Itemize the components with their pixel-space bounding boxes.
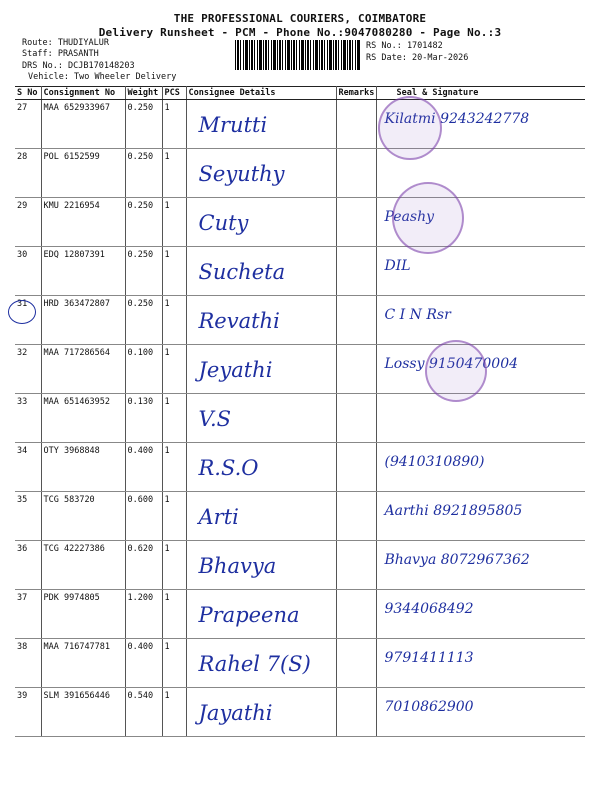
- row-sno: 34: [15, 443, 41, 492]
- consignee-handwriting-cell: [186, 296, 336, 345]
- signature-handwriting-cell: [376, 688, 585, 737]
- consignee-handwriting: V.S: [198, 407, 232, 431]
- consignee-handwriting-cell: [186, 100, 336, 149]
- col-weight: Weight: [125, 87, 162, 100]
- consignment-number: MAA 716747781: [41, 639, 125, 688]
- row-remarks: [336, 394, 376, 443]
- consignment-number: TCG 42227386: [41, 541, 125, 590]
- consignee-handwriting: Prapeena: [198, 603, 300, 627]
- circle-mark: [8, 300, 36, 324]
- row-remarks: [336, 296, 376, 345]
- signature-handwriting: Kilatmi 9243242778: [384, 111, 530, 127]
- signature-handwriting: DIL: [384, 258, 411, 274]
- row-sno: 32: [15, 345, 41, 394]
- signature-handwriting-cell: [376, 296, 585, 345]
- consignee-handwriting-cell: [186, 639, 336, 688]
- consignee-handwriting-cell: [186, 149, 336, 198]
- signature-handwriting: Bhavya 8072967362: [384, 552, 530, 568]
- runsheet-table: [15, 86, 585, 737]
- consignment-number: MAA 651463952: [41, 394, 125, 443]
- row-remarks: [336, 639, 376, 688]
- signature-handwriting-cell: [376, 394, 585, 443]
- row-sno: 30: [15, 247, 41, 296]
- table-row: [15, 639, 585, 688]
- consignee-handwriting-cell: [186, 345, 336, 394]
- consignee-handwriting: Jayathi: [198, 701, 273, 725]
- row-sno: 38: [15, 639, 41, 688]
- row-pcs: 1: [162, 394, 186, 443]
- row-remarks: [336, 247, 376, 296]
- consignee-handwriting: Arti: [198, 505, 239, 529]
- company-title: THE PROFESSIONAL COURIERS, COIMBATORE: [173, 12, 427, 25]
- col-seal-signature: Seal & Signature: [376, 87, 585, 100]
- row-sno: 28: [15, 149, 41, 198]
- col-sno: S No: [15, 87, 41, 100]
- row-pcs: 1: [162, 688, 186, 737]
- consignee-handwriting: Bhavya: [198, 554, 277, 578]
- consignment-number: TCG 583720: [41, 492, 125, 541]
- consignment-number: MAA 717286564: [41, 345, 125, 394]
- row-sno: 27: [15, 100, 41, 149]
- row-sno: 39: [15, 688, 41, 737]
- consignment-number: KMU 2216954: [41, 198, 125, 247]
- row-sno: 36: [15, 541, 41, 590]
- consignee-handwriting: Jeyathi: [198, 358, 273, 382]
- consignment-number: HRD 363472807: [41, 296, 125, 345]
- runsheet-subtitle: Delivery Runsheet - PCM - Phone No.:9047080280 - Page No.:3: [98, 26, 502, 39]
- consignee-handwriting: Mrutti: [198, 113, 268, 137]
- col-consignee: Consignee Details: [186, 87, 336, 100]
- table-header: [15, 87, 585, 100]
- row-pcs: 1: [162, 590, 186, 639]
- row-remarks: [336, 492, 376, 541]
- consignment-number: POL 6152599: [41, 149, 125, 198]
- signature-handwriting: Peashy: [384, 209, 435, 225]
- row-remarks: [336, 345, 376, 394]
- consignee-handwriting-cell: [186, 443, 336, 492]
- signature-handwriting: [379, 397, 584, 405]
- seal-stamp: [378, 96, 442, 160]
- row-weight: 0.130: [125, 394, 162, 443]
- row-remarks: [336, 541, 376, 590]
- row-pcs: 1: [162, 541, 186, 590]
- table-row: [15, 198, 585, 247]
- consignment-number: SLM 391656446: [41, 688, 125, 737]
- consignee-handwriting: Cuty: [198, 211, 249, 235]
- consignee-handwriting: Seyuthy: [198, 162, 285, 186]
- row-weight: 0.250: [125, 100, 162, 149]
- signature-handwriting: 9344068492: [384, 601, 474, 617]
- col-pcs: PCS: [162, 87, 186, 100]
- table-row: [15, 688, 585, 737]
- row-weight: 0.620: [125, 541, 162, 590]
- row-weight: 0.400: [125, 443, 162, 492]
- row-weight: 0.250: [125, 247, 162, 296]
- staff-label: Staff: PRASANTH: [22, 49, 99, 59]
- row-sno: 29: [15, 198, 41, 247]
- signature-handwriting: C I N Rsr: [384, 307, 451, 323]
- table-row: [15, 443, 585, 492]
- row-weight: 0.400: [125, 639, 162, 688]
- signature-handwriting-cell: [376, 590, 585, 639]
- signature-handwriting: 9791411113: [384, 650, 474, 666]
- row-sno: 31: [15, 296, 41, 345]
- col-remarks: Remarks: [336, 87, 376, 100]
- row-sno: 33: [15, 394, 41, 443]
- row-weight: 0.250: [125, 198, 162, 247]
- consignee-handwriting-cell: [186, 688, 336, 737]
- table-row: [15, 394, 585, 443]
- consignee-handwriting-cell: [186, 541, 336, 590]
- table-row: [15, 590, 585, 639]
- consignee-handwriting-cell: [186, 394, 336, 443]
- signature-handwriting-cell: [376, 639, 585, 688]
- row-pcs: 1: [162, 639, 186, 688]
- row-weight: 0.250: [125, 149, 162, 198]
- row-pcs: 1: [162, 198, 186, 247]
- row-pcs: 1: [162, 149, 186, 198]
- signature-handwriting: Lossy 9150470004: [384, 356, 519, 372]
- row-pcs: 1: [162, 492, 186, 541]
- consignment-number: OTY 3968848: [41, 443, 125, 492]
- consignee-handwriting-cell: [186, 247, 336, 296]
- consignee-handwriting: R.S.O: [198, 456, 259, 480]
- table-row: [15, 296, 585, 345]
- row-weight: 1.200: [125, 590, 162, 639]
- consignee-handwriting: Revathi: [198, 309, 280, 333]
- row-remarks: [336, 100, 376, 149]
- row-remarks: [336, 443, 376, 492]
- signature-handwriting-cell: [376, 492, 585, 541]
- row-weight: 0.600: [125, 492, 162, 541]
- consignment-number: PDK 9974805: [41, 590, 125, 639]
- row-weight: 0.250: [125, 296, 162, 345]
- route-label: Route: THUDIYALUR: [22, 38, 109, 48]
- consignee-handwriting: Rahel 7(S): [198, 652, 311, 676]
- row-remarks: [336, 149, 376, 198]
- consignee-handwriting-cell: [186, 198, 336, 247]
- row-pcs: 1: [162, 100, 186, 149]
- row-pcs: 1: [162, 296, 186, 345]
- row-weight: 0.100: [125, 345, 162, 394]
- table-row: [15, 100, 585, 149]
- signature-handwriting-cell: [376, 247, 585, 296]
- row-remarks: [336, 688, 376, 737]
- row-remarks: [336, 590, 376, 639]
- consignment-number: MAA 652933967: [41, 100, 125, 149]
- signature-handwriting: Aarthi 8921895805: [384, 503, 523, 519]
- row-pcs: 1: [162, 247, 186, 296]
- row-sno: 37: [15, 590, 41, 639]
- consignment-number: EDQ 12807391: [41, 247, 125, 296]
- signature-handwriting-cell: [376, 443, 585, 492]
- row-sno: 35: [15, 492, 41, 541]
- drs-number: DRS No.: DCJB170148203: [22, 61, 135, 71]
- table-row: [15, 247, 585, 296]
- signature-handwriting-cell: [376, 541, 585, 590]
- barcode: [235, 40, 360, 70]
- row-pcs: 1: [162, 443, 186, 492]
- signature-handwriting: 7010862900: [384, 699, 474, 715]
- signature-handwriting: (9410310890): [384, 454, 485, 470]
- row-pcs: 1: [162, 345, 186, 394]
- col-consignment: Consignment No: [41, 87, 125, 100]
- consignee-handwriting: Sucheta: [198, 260, 286, 284]
- seal-stamp: [392, 182, 464, 254]
- table-row: [15, 345, 585, 394]
- vehicle-label: Vehicle: Two Wheeler Delivery: [28, 72, 177, 82]
- row-remarks: [336, 198, 376, 247]
- rs-number: RS No.: 1701482: [366, 41, 443, 51]
- rs-date: RS Date: 20-Mar-2026: [366, 53, 469, 63]
- table-row: [15, 149, 585, 198]
- table-row: [15, 541, 585, 590]
- consignee-handwriting-cell: [186, 492, 336, 541]
- table-row: [15, 492, 585, 541]
- consignee-handwriting-cell: [186, 590, 336, 639]
- seal-stamp: [425, 340, 487, 402]
- row-weight: 0.540: [125, 688, 162, 737]
